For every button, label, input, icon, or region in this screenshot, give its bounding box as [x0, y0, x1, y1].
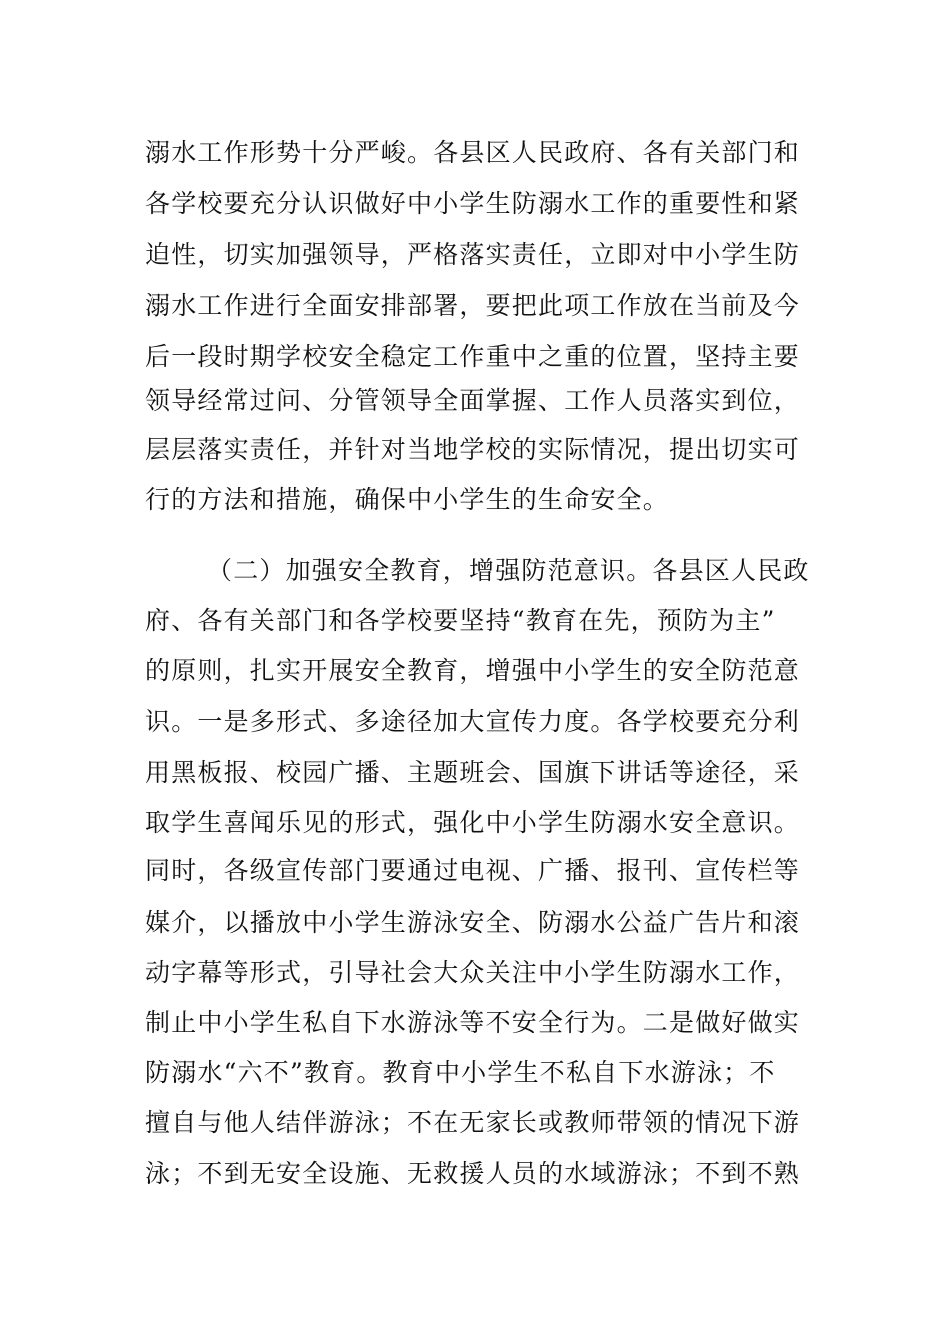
text-line: 动字幕等形式，引导社会大众关注中小学生防溺水工作，	[145, 958, 801, 987]
text-line: 擅自与他人结伴游泳；不在无家长或教师带领的情况下游	[145, 1108, 801, 1137]
text-line: 领导经常过问、分管领导全面掌握、工作人员落实到位，	[145, 386, 801, 415]
text-line: 取学生喜闻乐见的形式，强化中小学生防溺水安全意识。	[145, 808, 801, 837]
text-line: （二）加强安全教育，增强防范意识。各县区人民政	[207, 556, 810, 585]
text-line: 媒介，以播放中小学生游泳安全、防溺水公益广告片和滚	[145, 908, 801, 937]
text-line: 行的方法和措施，确保中小学生的生命安全。	[145, 485, 670, 514]
text-line: 制止中小学生私自下水游泳等不安全行为。二是做好做实	[145, 1008, 801, 1037]
text-line: 层层落实责任，并针对当地学校的实际情况，提出切实可	[145, 435, 801, 464]
text-line: 的原则，扎实开展安全教育，增强中小学生的安全防范意	[145, 656, 801, 685]
text-line: 同时，各级宣传部门要通过电视、广播、报刊、宣传栏等	[145, 856, 801, 885]
text-line: 用黑板报、校园广播、主题班会、国旗下讲话等途径，采	[145, 758, 801, 787]
text-line: 泳；不到无安全设施、无救援人员的水域游泳；不到不熟	[145, 1159, 801, 1188]
text-line: 后一段时期学校安全稳定工作重中之重的位置，坚持主要	[145, 342, 801, 371]
text-line: 防溺水“六不”教育。教育中小学生不私自下水游泳；不	[145, 1058, 776, 1087]
text-line: 溺水工作形势十分严峻。各县区人民政府、各有关部门和	[145, 138, 801, 167]
text-line: 溺水工作进行全面安排部署，要把此项工作放在当前及今	[145, 291, 801, 320]
text-line: 识。一是多形式、多途径加大宣传力度。各学校要充分利	[145, 707, 801, 736]
text-line: 府、各有关部门和各学校要坚持“教育在先，预防为主”	[145, 606, 776, 635]
text-line: 迫性，切实加强领导，严格落实责任，立即对中小学生防	[145, 240, 801, 269]
text-line: 各学校要充分认识做好中小学生防溺水工作的重要性和紧	[145, 189, 801, 218]
